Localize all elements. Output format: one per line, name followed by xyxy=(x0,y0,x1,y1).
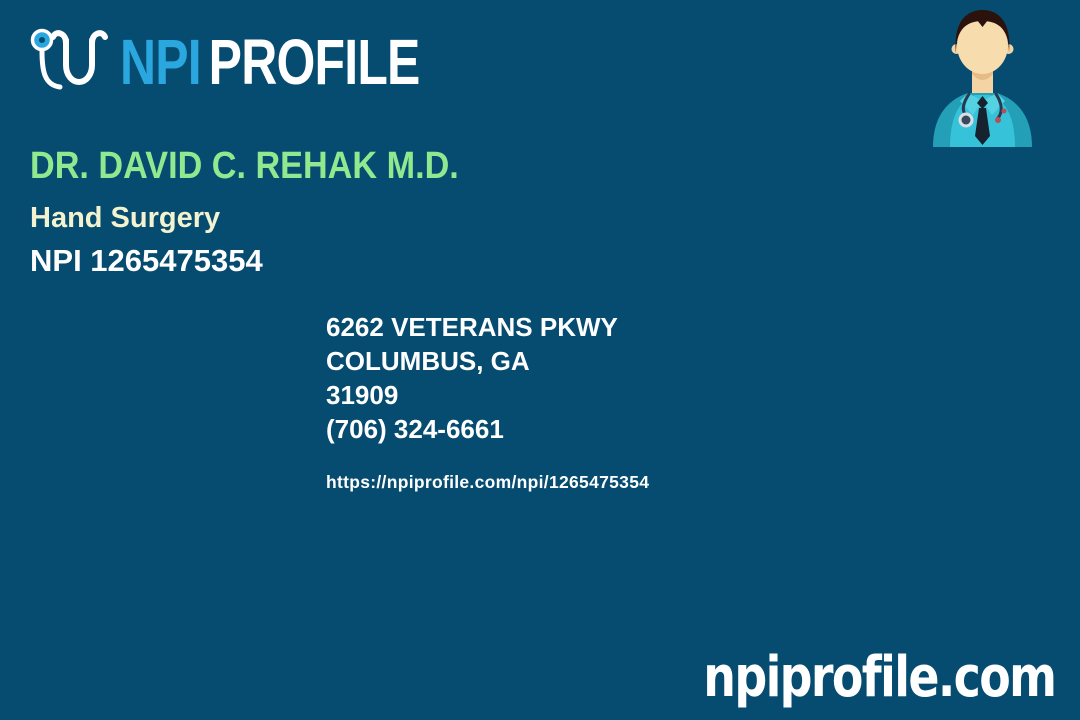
address-line-zip: 31909 xyxy=(326,380,399,410)
stethoscope-icon xyxy=(28,25,116,99)
doctor-name: DR. DAVID C. REHAK M.D. xyxy=(30,145,459,187)
logo-text xyxy=(120,26,420,98)
address-line-city: COLUMBUS, GA xyxy=(326,346,530,376)
phone-number: (706) 324-6661 xyxy=(326,414,504,444)
npi-number: NPI 1265475354 xyxy=(30,243,263,278)
address-block xyxy=(326,310,618,446)
address-line-street: 6262 VETERANS PKWY xyxy=(326,312,618,342)
doctor-avatar xyxy=(930,8,1035,147)
profile-url-link[interactable]: https://npiprofile.com/npi/1265475354 xyxy=(326,472,650,492)
doctor-avatar-icon xyxy=(930,8,1035,147)
specialty: Hand Surgery xyxy=(30,202,221,234)
logo-text-profile: PROFILE xyxy=(208,26,420,98)
logo-text-npi: NPI xyxy=(120,26,201,98)
site-wordmark: npiprofile.com xyxy=(702,645,1055,710)
logo xyxy=(28,22,504,102)
